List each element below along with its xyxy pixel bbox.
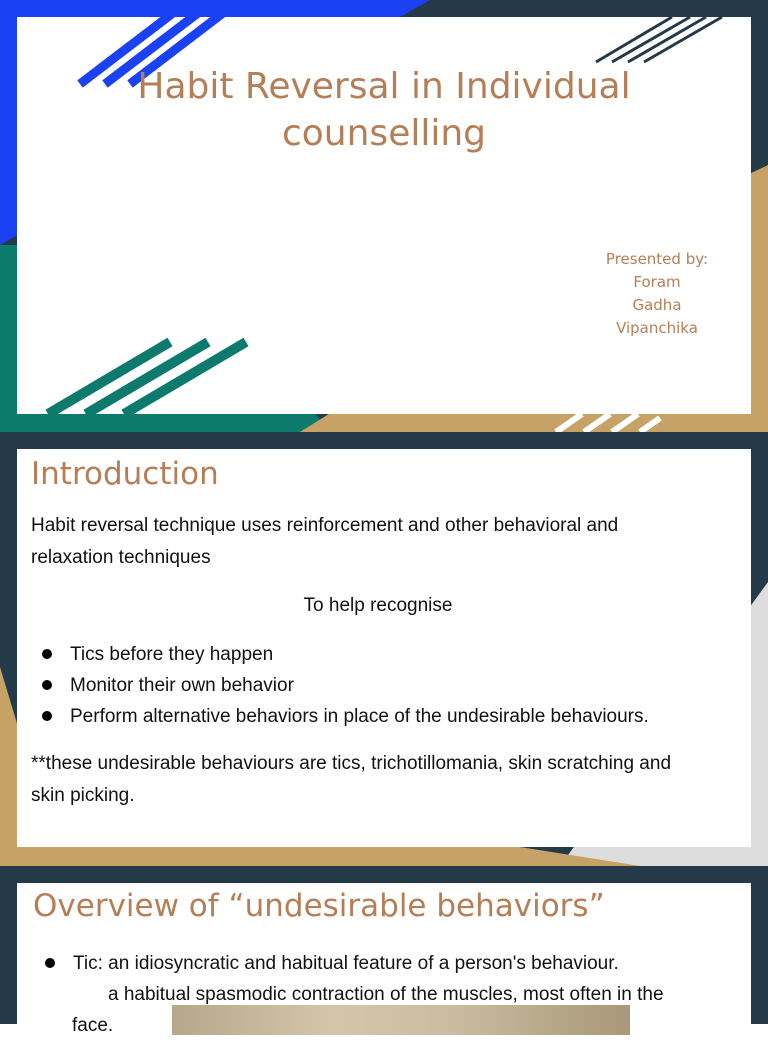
bullet-list (35, 948, 619, 979)
list-item-text: Tic: an idiosyncratic and habitual feature of a person's behaviour. (73, 953, 619, 974)
list-item (32, 670, 649, 701)
bullet-icon (42, 680, 52, 690)
bullet-icon (42, 711, 52, 721)
title-slide (0, 0, 768, 432)
white-stripes (556, 414, 660, 432)
slide-title-line-2: counselling (281, 113, 487, 154)
presented-by-label: Presented by: (605, 250, 709, 268)
slide-heading: Introduction (31, 456, 219, 492)
list-item (32, 701, 649, 732)
slide-title-line-1: Habit Reversal in Individual (137, 66, 631, 107)
bullet-continuation-line: a habitual spasmodic contraction of the muscles, most often in the (108, 984, 664, 1005)
teal-stripes (48, 342, 246, 414)
list-item-text: Perform alternative behaviors in place of the undesirable behaviours. (70, 706, 649, 727)
photo-image (172, 1005, 630, 1035)
bullet-icon (42, 649, 52, 659)
note-line-1: **these undesirable behaviours are tics, trichotillomania, skin scratching and (31, 753, 672, 774)
presenter-name: Vipanchika (616, 319, 698, 337)
list-item (32, 639, 649, 670)
intro-paragraph-line-1: Habit reversal technique uses reinforcement and other behavioral and (31, 515, 619, 536)
list-item-text: Monitor their own behavior (70, 675, 294, 696)
subheading: To help recognise (303, 595, 453, 616)
introduction-slide (0, 432, 768, 866)
bullet-icon (45, 958, 55, 968)
note-line-2: skin picking. (31, 785, 135, 806)
bullet-continuation-line: face. (72, 1015, 114, 1036)
intro-paragraph-line-2: relaxation techniques (31, 547, 211, 568)
list-item (35, 948, 619, 979)
dark-stripes (596, 17, 722, 62)
overview-slide (0, 866, 768, 1036)
list-item-text: Tics before they happen (70, 644, 274, 665)
slide-heading: Overview of “undesirable behaviors” (33, 888, 605, 924)
gold-bottom-band (0, 847, 640, 866)
bullet-list (32, 639, 649, 732)
presenter-name: Gadha (632, 296, 682, 314)
presenter-name: Foram (633, 273, 681, 291)
